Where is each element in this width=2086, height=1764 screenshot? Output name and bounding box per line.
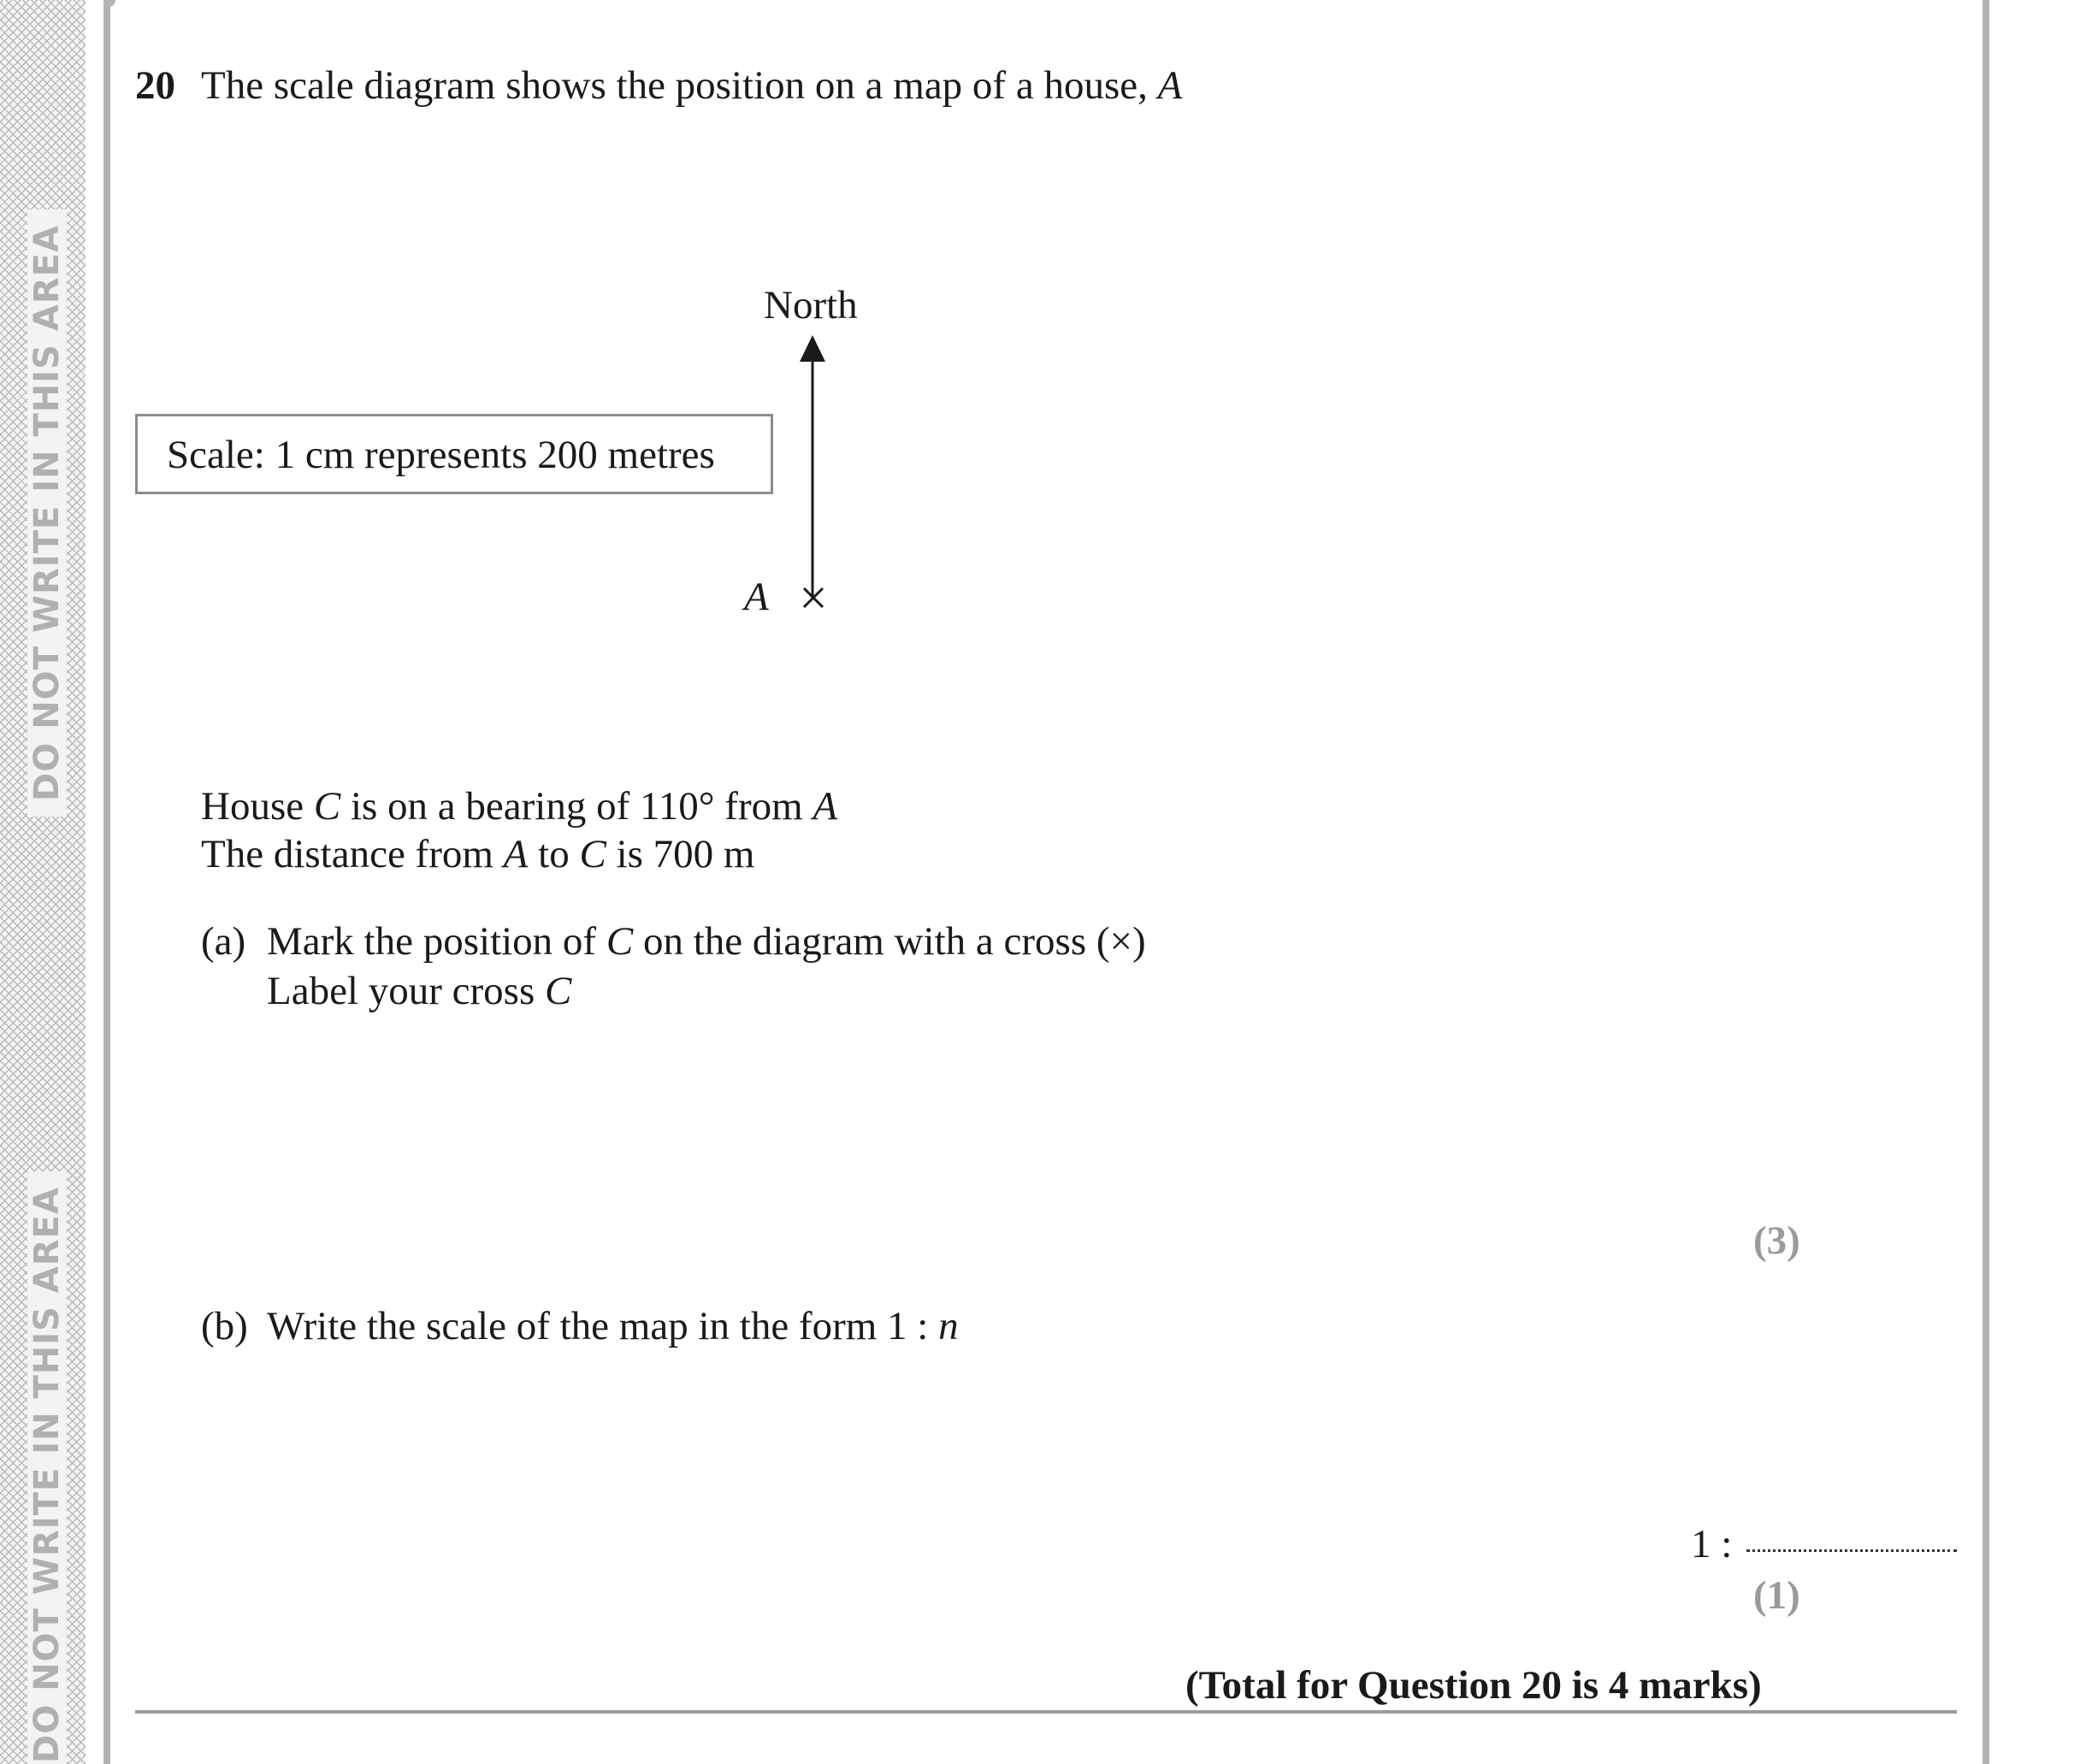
info-text: is 700 m <box>606 832 755 876</box>
question-intro-text: The scale diagram shows the position on a map of a house, <box>201 63 1158 108</box>
part-b-label: (b) <box>201 1304 248 1348</box>
north-arrow-head <box>800 335 825 362</box>
question-intro-var: A <box>1157 63 1183 108</box>
question-total: (Total for Question 20 is 4 marks) <box>1185 1663 1762 1708</box>
part-a-text: on the diagram with a cross (×) <box>633 919 1146 964</box>
part-a-instruction-2 <box>267 971 571 1012</box>
part-b-var: n <box>938 1304 959 1348</box>
answer-line[interactable] <box>1746 1549 1957 1552</box>
info-var: A <box>503 832 529 876</box>
scale-label: Scale: 1 cm represents 200 metres <box>167 433 715 477</box>
margin-warning-bottom: DO NOT WRITE IN THIS AREA <box>27 1171 67 1764</box>
part-b-instruction <box>267 1304 959 1348</box>
question-number: 20 <box>135 63 175 108</box>
info-var: A <box>813 784 838 829</box>
info-distance <box>201 832 755 876</box>
info-text: is on a bearing of 110° from <box>340 784 813 829</box>
north-label: North <box>764 283 858 327</box>
margin-warning-top: DO NOT WRITE IN THIS AREA <box>27 209 67 817</box>
info-text: to <box>528 832 580 876</box>
bottom-rule <box>135 1710 1957 1714</box>
answer-prefix: 1 : <box>1691 1522 1733 1566</box>
part-b-text: Write the scale of the map in the form 1 : <box>267 1304 939 1348</box>
part-a-label: (a) <box>201 919 246 964</box>
point-a-label: A <box>744 575 769 619</box>
info-var: C <box>313 784 341 829</box>
info-text: House <box>201 784 314 829</box>
part-a-text: Label your cross <box>267 969 545 1013</box>
part-a-instruction <box>267 919 1146 964</box>
part-a-var: C <box>606 919 634 964</box>
part-a-marks: (3) <box>1753 1218 1800 1263</box>
part-b-marks: (1) <box>1753 1573 1800 1618</box>
part-a-text: Mark the position of <box>267 919 606 964</box>
part-a-var: C <box>544 969 572 1013</box>
info-var: C <box>579 832 606 876</box>
info-bearing <box>201 784 838 829</box>
info-text: The distance from <box>201 832 504 876</box>
